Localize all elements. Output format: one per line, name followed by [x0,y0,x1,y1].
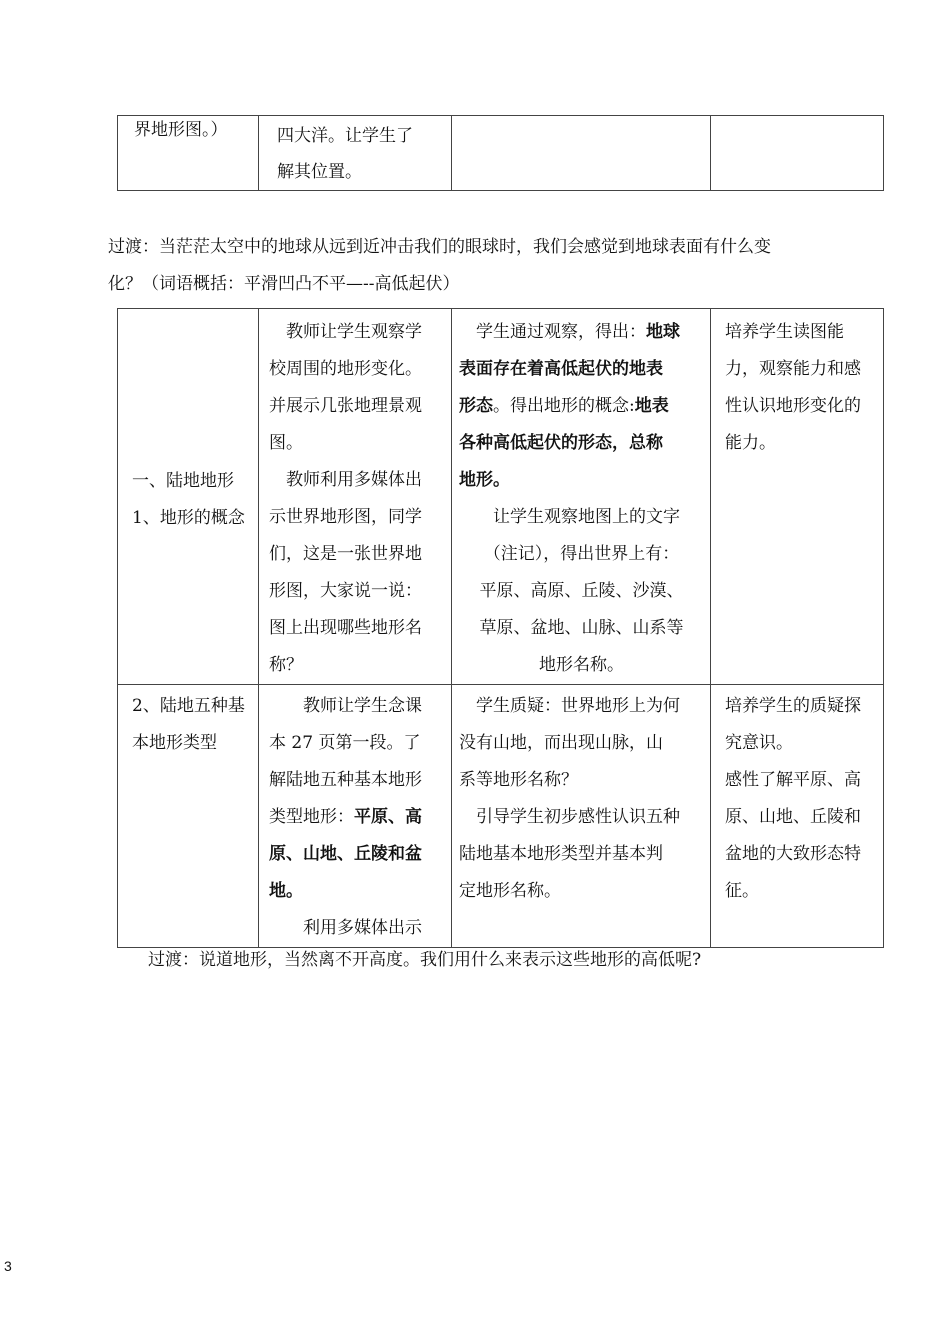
cell-goal-1: 培养学生读图能 力，观察能力和感 性认识地形变化的 能力。 [711,309,884,685]
cell-teacher-2: 教师让学生念课 本 27 页第一段。了 解陆地五种基本地形 类型地形：平原、高 原、山地、丘陵和盆 地。 利用多媒体出示 [259,685,452,948]
cell-student-1: 学生通过观察，得出：地球 表面存在着高低起伏的地表 形态。得出地形的概念:地表 各种高低起伏的形态，总称 地形。 让学生观察地图上的文字 （注记），得出世界上有： 平原、高原、丘陵、沙漠、 草原、盆地、山脉、山系等 地形名称。 [452,309,711,685]
page-number: 3 [4,1258,12,1274]
lesson-table [117,308,884,948]
cell-continued-1: 界地形图。） [118,116,259,191]
cell-goal-2: 培养学生的质疑探 究意识。 感性了解平原、高 原、山地、丘陵和 盆地的大致形态特 征。 [711,685,884,948]
cell-student-2: 学生质疑：世界地形上为何 没有山地，而出现山脉，山 系等地形名称？ 引导学生初步感性认识五种 陆地基本地形类型并基本判 定地形名称。 [452,685,711,948]
transition-paragraph-1: 过渡：当茫茫太空中的地球从远到近冲击我们的眼球时，我们会感觉到地球表面有什么变 化？（词语概括：平滑凹凸不平—--高低起伏） [108,237,771,294]
table-row [118,309,884,685]
cell-topic-1: 一、陆地地形 1、地形的概念 [118,309,259,685]
cell-continued-4 [711,116,884,191]
cell-teacher-1: 教师让学生观察学 校周围的地形变化。 并展示几张地理景观 图。 教师利用多媒体出 示世界地形图，同学 们，这是一张世界地 形图，大家说一说： 图上出现哪些地形名 称？ [259,309,452,685]
cell-topic-2: 2、陆地五种基 本地形类型 [118,685,259,948]
transition-paragraph-2: 过渡：说道地形，当然离不开高度。我们用什么来表示这些地形的高低呢? [148,950,702,970]
table-continued [117,115,884,191]
cell-continued-2: 四大洋。让学生了 解其位置。 [259,116,452,191]
cell-continued-3 [452,116,711,191]
table-row [118,685,884,948]
